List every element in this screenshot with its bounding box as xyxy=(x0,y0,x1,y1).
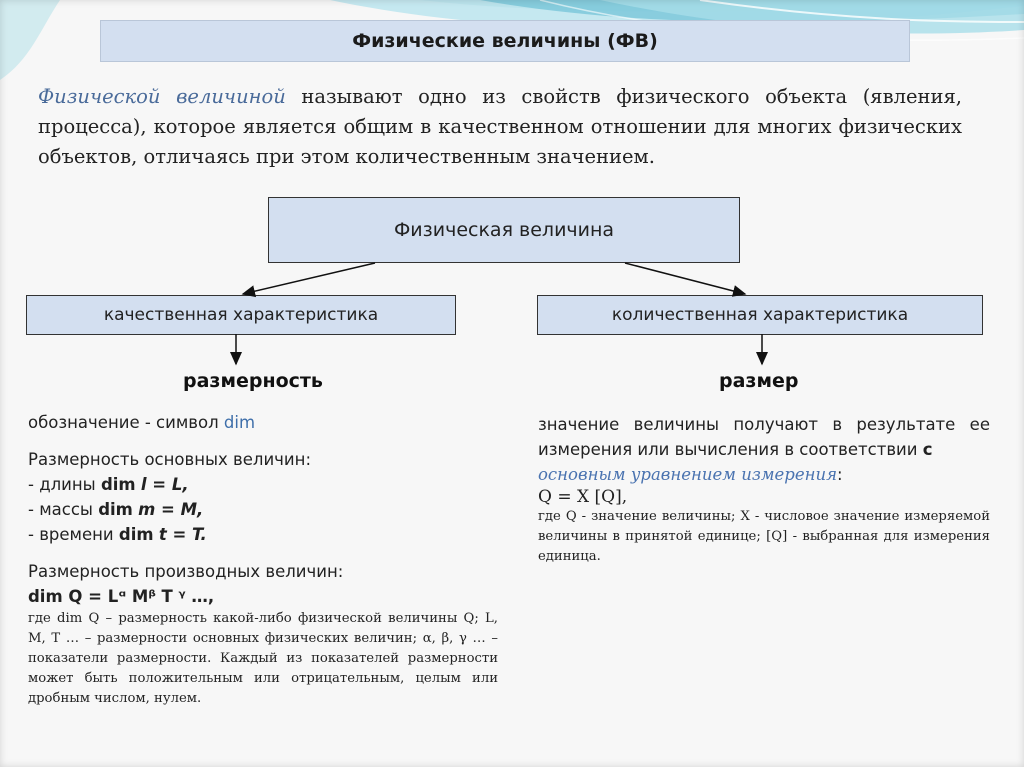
designation-prefix: обозначение - символ xyxy=(28,413,224,432)
definition-paragraph xyxy=(38,82,962,172)
size-column xyxy=(538,412,990,567)
measurement-equation-term: основным уравнением измерения xyxy=(538,465,838,484)
measurement-equation: Q = X [Q], xyxy=(538,487,628,507)
diagram-quantitative-box: количественная характеристика xyxy=(537,295,983,335)
derived-dimension-formula: dim Q = Lᵅ Mᵝ T ᵞ …, xyxy=(28,587,215,606)
derived-dimension-note: где dim Q – размерность какой-либо физической величины Q; L, M, T … – размерности основных физических величин; α, β, γ … – показатели размерности. Каждый из показателей размерности может быть положительным или отрицательным, целым или дробным числом, нулем. xyxy=(28,611,498,706)
basic-dimension-mass: - массы dim m = M, xyxy=(28,500,204,519)
measurement-equation-note: где Q - значение величины; X - числовое значение измеряемой величины в принятой единице; [Q] - выбранная для измерения единица. xyxy=(538,509,990,564)
basic-dimensions-title: Размерность основных величин: xyxy=(28,450,312,469)
diagram-qualitative-box: качественная характеристика xyxy=(26,295,456,335)
arrow-to-qualitative xyxy=(243,263,375,294)
designation-line xyxy=(28,410,498,435)
definition-term: Физической величиной xyxy=(38,85,286,108)
size-heading: размер xyxy=(719,370,799,392)
page-title: Физические величины (ФВ) xyxy=(100,20,910,62)
basic-dimension-length: - длины dim l = L, xyxy=(28,475,189,494)
designation-symbol: dim xyxy=(223,413,256,432)
size-description: значение величины получают в результате ее измерения или вычисления в соответствии с xyxy=(538,415,990,459)
dimension-column xyxy=(28,410,498,709)
definition-text: называют одно из свойств физического объекта (явления, процесса), которое является общим в качественном отношении для многих физических объектов, отличаясь при этом количественным значением. xyxy=(38,85,962,168)
arrow-to-quantitative xyxy=(625,263,745,294)
diagram-root-box: Физическая величина xyxy=(268,197,740,263)
measurement-equation-term-line: основным уравнением измерения: xyxy=(538,465,843,484)
derived-dimensions-title: Размерность производных величин: xyxy=(28,562,344,581)
dimension-heading: размерность xyxy=(183,370,323,392)
basic-dimension-time: - времени dim t = T. xyxy=(28,525,207,544)
